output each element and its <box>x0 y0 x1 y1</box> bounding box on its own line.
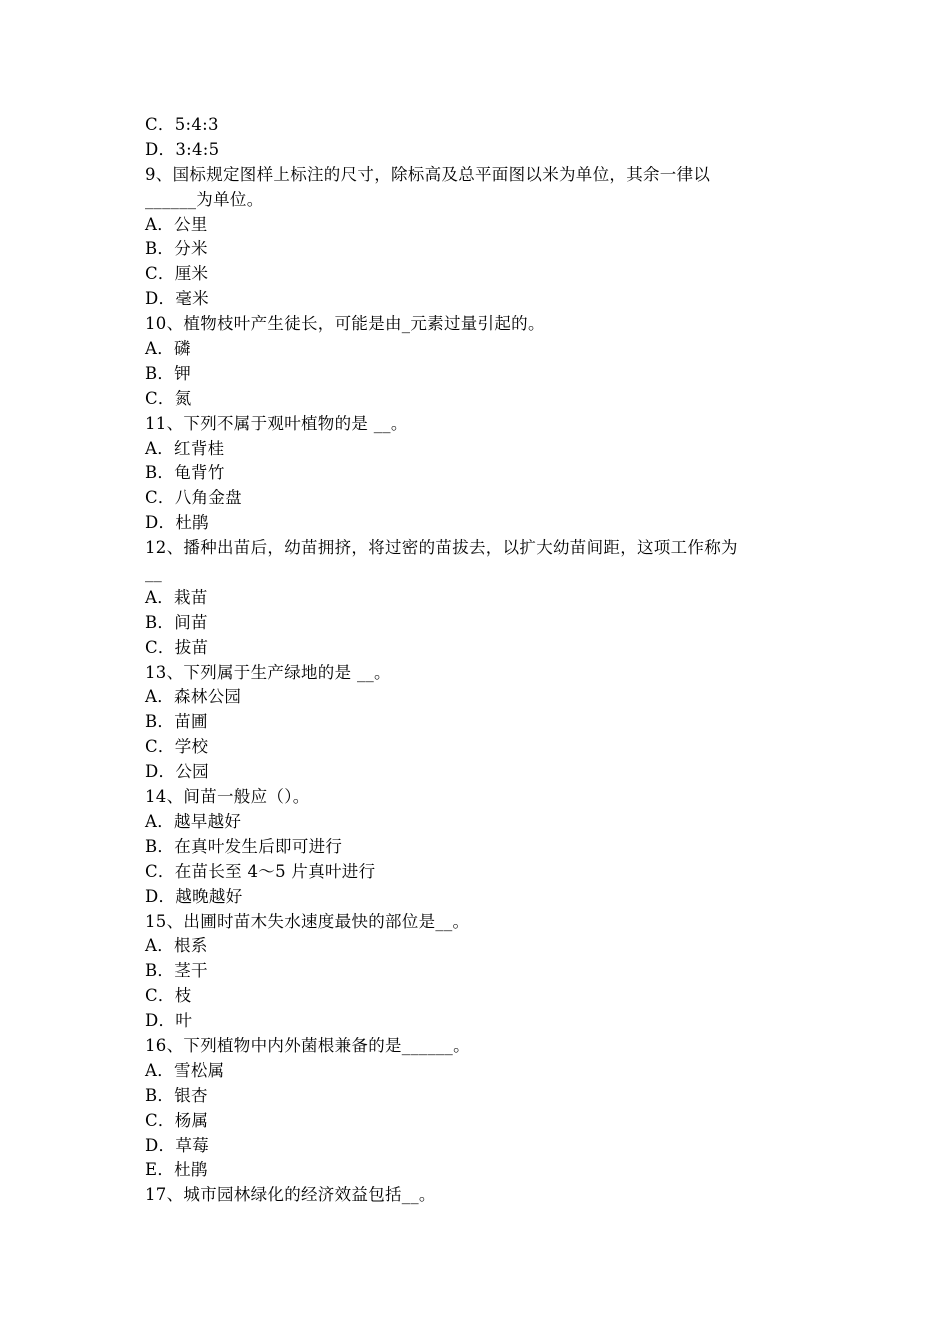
option-line: A．栽苗 <box>145 587 208 607</box>
option-line: B．间苗 <box>145 612 208 632</box>
text-line: __ <box>145 563 163 583</box>
option-line: B．分米 <box>145 239 208 259</box>
text-line: C．5:4:3 <box>145 115 219 134</box>
option-line: B．龟背竹 <box>145 463 225 483</box>
option-line: A．磷 <box>145 339 191 359</box>
option-line: C．厘米 <box>145 264 209 284</box>
option-line: C．拔苗 <box>145 637 209 657</box>
option-line: B．茎干 <box>145 961 208 981</box>
question-11: 11、下列不属于观叶植物的是 __。 <box>145 413 408 433</box>
option-line: A．根系 <box>145 936 208 956</box>
option-line: C．枝 <box>145 986 192 1006</box>
question-10: 10、植物枝叶产生徒长，可能是由_元素过量引起的。 <box>145 314 545 334</box>
question-9: 9、国标规定图样上标注的尺寸，除标高及总平面图以米为单位，其余一律以 <box>145 164 711 184</box>
option-line: A．越早越好 <box>145 811 242 831</box>
question-14: 14、间苗一般应（）。 <box>145 787 310 807</box>
option-line: A．森林公园 <box>145 687 242 707</box>
option-line: A．雪松属 <box>145 1060 225 1080</box>
option-line: D．公园 <box>145 762 209 782</box>
question-16: 16、下列植物中内外菌根兼备的是______。 <box>145 1035 470 1055</box>
option-line: B．在真叶发生后即可进行 <box>145 836 343 856</box>
question-13: 13、下列属于生产绿地的是 __。 <box>145 662 391 682</box>
option-line: C．杨属 <box>145 1110 209 1130</box>
option-line: C．在苗长至 4～5 片真叶进行 <box>145 861 376 881</box>
option-line: A．公里 <box>145 214 208 234</box>
option-line: D．越晚越好 <box>145 886 243 906</box>
option-line: C．学校 <box>145 737 209 757</box>
text-line: ______为单位。 <box>145 189 264 209</box>
option-line: B．钾 <box>145 363 192 383</box>
option-line: C．八角金盘 <box>145 488 242 508</box>
option-line: C．氮 <box>145 388 192 408</box>
option-line: D．草莓 <box>145 1135 209 1155</box>
option-line: D．毫米 <box>145 289 209 309</box>
option-line: E．杜鹃 <box>145 1160 208 1180</box>
option-line: B．银杏 <box>145 1085 208 1105</box>
text-line: D．3:4:5 <box>145 139 220 159</box>
option-line: A．红背桂 <box>145 438 225 458</box>
option-line: D．杜鹃 <box>145 513 209 533</box>
option-line: D．叶 <box>145 1011 193 1031</box>
question-12: 12、播种出苗后，幼苗拥挤，将过密的苗拔去，以扩大幼苗间距，这项工作称为 <box>145 538 738 558</box>
question-17: 17、城市园林绿化的经济效益包括__。 <box>145 1185 436 1205</box>
option-line: B．苗圃 <box>145 712 208 732</box>
question-text-block <box>145 113 815 1208</box>
question-15: 15、出圃时苗木失水速度最快的部位是__。 <box>145 911 470 931</box>
